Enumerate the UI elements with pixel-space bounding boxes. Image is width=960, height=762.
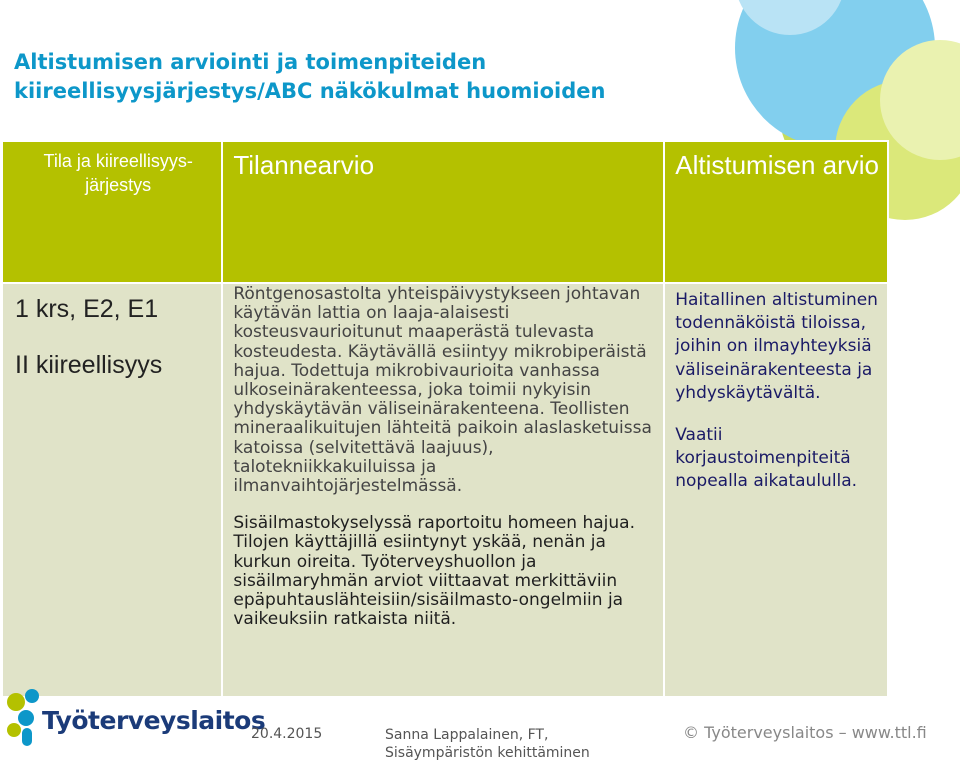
page-title: Altistumisen arviointi ja toimenpiteiden kiireellisyysjärjestys/ABC näkökulmat huomioiden <box>14 50 606 103</box>
header-location <box>2 141 222 283</box>
situation-paragraph-2: Sisäilmastokyselyssä raportoitu homeen hajua. Tilojen käyttäjillä esiintynyt yskää, nenän ja kurkun oireita. Työterveyshuollon ja sisäilmaryhmän arviot viittaavat merkittäviin epäpuhtauslähteisiin/sisäilmasto-ongelmiin ja vaikeuksiin ratkaista niitä. <box>233 513 635 630</box>
exposure-paragraph-1: Haitallinen altistuminen todennäköistä tiloissa, joihin on ilmayhteyksiä väliseinärakenteesta ja yhdyskäytävältä. <box>675 290 878 403</box>
header-location-label: Tila ja kiireellisyys-järjestys <box>43 151 193 195</box>
footer-author: Sanna Lappalainen, FT, Sisäympäristön kehittäminen <box>385 727 590 761</box>
situation-paragraph-1: Röntgenosastolta yhteispäivystykseen johtavan käytävän lattia on laaja-alaisesti kosteusvaurioitunut maaperästä tulevasta kosteudesta. Käytävällä esiintyy mikrobiperäistä hajua. Todettuja mikrobivaurioita vanhassa ulkoseinärakenteessa, joka toimii nykyisin yhdyskäytävän väliseinärakenteena. Teollisten mineraalikuitujen lähteitä paikoin alaslasketuissa katoissa (selvitettävä laajuus), talotekniikkakuiluissa ja ilmanvaihtojärjestelmässä. <box>233 284 652 497</box>
logo-text: Työterveyslaitos <box>42 706 266 735</box>
table-row <box>2 283 888 697</box>
footer-copyright: © Työterveyslaitos – www.ttl.fi <box>683 723 927 742</box>
footer-date: 20.4.2015 <box>251 726 323 742</box>
exposure-paragraph-2: Vaatii korjaustoimenpiteitä nopealla aikataululla. <box>675 425 858 492</box>
header-exposure <box>664 141 888 283</box>
header-exposure-label: Altistumisen arvio <box>675 150 879 180</box>
cell-exposure <box>664 283 888 697</box>
location-text: 1 krs, E2, E1 <box>15 295 159 323</box>
cell-situation <box>222 283 664 697</box>
header-situation <box>222 141 664 283</box>
header-situation-label: Tilannearvio <box>233 150 375 180</box>
cell-location <box>2 283 222 697</box>
assessment-table <box>1 140 889 698</box>
urgency-text: II kiireellisyys <box>15 351 163 379</box>
